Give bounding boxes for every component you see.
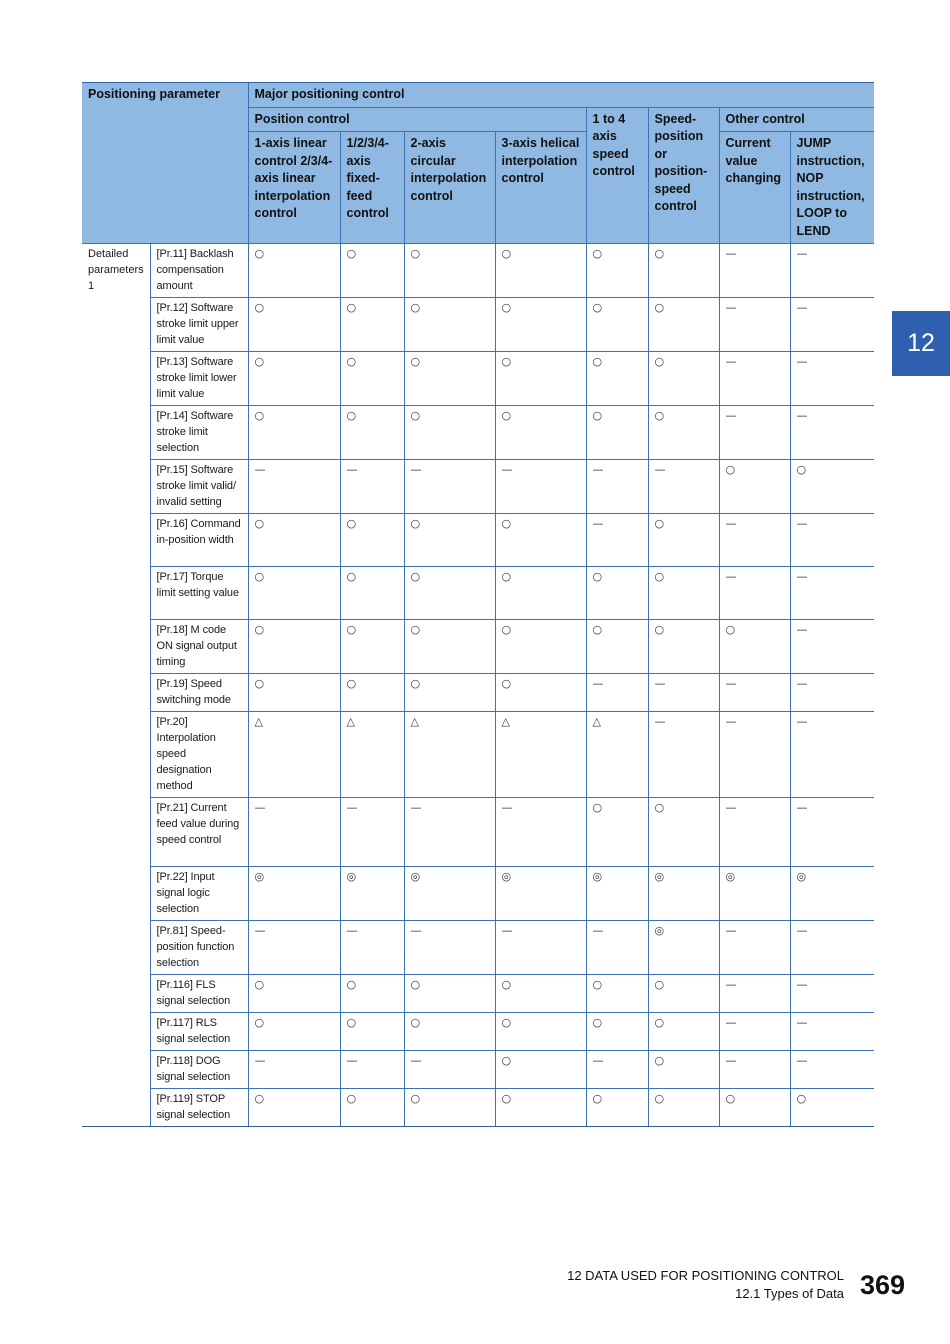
mark-cell: ○	[404, 620, 495, 674]
mark-cell: ○	[495, 620, 586, 674]
mark-cell: ○	[495, 352, 586, 406]
table-row	[82, 298, 874, 352]
parameter-name: [Pr.15] Software stroke limit valid/ invalid setting	[150, 460, 248, 514]
mark-cell: —	[248, 460, 340, 514]
table-row	[82, 567, 874, 620]
mark-cell: —	[719, 244, 790, 298]
mark-cell: ○	[648, 1051, 719, 1089]
mark-cell: —	[495, 798, 586, 867]
mark-cell: ○	[404, 514, 495, 567]
mark-cell: —	[790, 975, 874, 1013]
mark-cell: —	[719, 298, 790, 352]
page-number: 369	[860, 1270, 906, 1300]
parameter-name: [Pr.18] M code ON signal output timing	[150, 620, 248, 674]
header-circular-interpolation: 2-axis circular interpolation control	[404, 132, 495, 244]
table-body	[82, 244, 874, 1127]
table-row	[82, 975, 874, 1013]
mark-cell: ○	[404, 352, 495, 406]
parameter-name: [Pr.22] Input signal logic selection	[150, 867, 248, 921]
mark-cell: ○	[404, 975, 495, 1013]
mark-cell: —	[648, 460, 719, 514]
table-row	[82, 1013, 874, 1051]
mark-cell: —	[340, 921, 404, 975]
mark-cell: ○	[586, 567, 648, 620]
mark-cell: —	[586, 674, 648, 712]
mark-cell: ○	[340, 406, 404, 460]
mark-cell: △	[248, 712, 340, 798]
mark-cell: ○	[586, 352, 648, 406]
mark-cell: ○	[586, 244, 648, 298]
mark-cell: ○	[719, 460, 790, 514]
mark-cell: ○	[248, 514, 340, 567]
parameter-name: [Pr.118] DOG signal selection	[150, 1051, 248, 1089]
mark-cell: —	[719, 1013, 790, 1051]
mark-cell: —	[790, 798, 874, 867]
mark-cell: ◎	[495, 867, 586, 921]
table-row	[82, 867, 874, 921]
category-cell: Detailed parameters 1	[82, 244, 150, 1127]
mark-cell: —	[719, 975, 790, 1013]
mark-cell: ○	[340, 567, 404, 620]
mark-cell: ○	[248, 244, 340, 298]
parameter-name: [Pr.20] Interpolation speed designation method	[150, 712, 248, 798]
mark-cell: ○	[586, 1089, 648, 1127]
mark-cell: ○	[648, 352, 719, 406]
mark-cell: ○	[648, 514, 719, 567]
parameter-name: [Pr.13] Software stroke limit lower limit value	[150, 352, 248, 406]
mark-cell: —	[586, 460, 648, 514]
mark-cell: ○	[404, 244, 495, 298]
mark-cell: —	[648, 674, 719, 712]
mark-cell: △	[340, 712, 404, 798]
mark-cell: ○	[404, 406, 495, 460]
mark-cell: △	[586, 712, 648, 798]
mark-cell: —	[719, 406, 790, 460]
table-row	[82, 798, 874, 867]
table-row	[82, 406, 874, 460]
mark-cell: —	[719, 798, 790, 867]
parameter-name: [Pr.16] Command in-position width	[150, 514, 248, 567]
mark-cell: ○	[248, 567, 340, 620]
mark-cell: ○	[248, 1013, 340, 1051]
parameter-name: [Pr.81] Speed-position function selection	[150, 921, 248, 975]
mark-cell: ○	[340, 674, 404, 712]
mark-cell: ◎	[648, 867, 719, 921]
mark-cell: —	[648, 712, 719, 798]
footer-chapter-title: 12 DATA USED FOR POSITIONING CONTROL	[567, 1268, 844, 1283]
mark-cell: ◎	[790, 867, 874, 921]
mark-cell: —	[586, 1051, 648, 1089]
header-other-control: Other control	[719, 107, 874, 132]
mark-cell: —	[790, 620, 874, 674]
mark-cell: ○	[340, 975, 404, 1013]
mark-cell: —	[790, 674, 874, 712]
header-speed-control: 1 to 4 axis speed control	[586, 107, 648, 244]
mark-cell: ◎	[248, 867, 340, 921]
mark-cell: ○	[495, 244, 586, 298]
parameter-name: [Pr.17] Torque limit setting value	[150, 567, 248, 620]
table-row	[82, 1051, 874, 1089]
footer-section-title: 12.1 Types of Data	[735, 1286, 844, 1301]
mark-cell: ○	[340, 620, 404, 674]
mark-cell: —	[790, 567, 874, 620]
mark-cell: ○	[790, 460, 874, 514]
mark-cell: ○	[495, 975, 586, 1013]
mark-cell: ○	[340, 352, 404, 406]
mark-cell: ○	[586, 298, 648, 352]
table-row	[82, 921, 874, 975]
mark-cell: ○	[586, 975, 648, 1013]
mark-cell: ○	[719, 1089, 790, 1127]
mark-cell: —	[719, 712, 790, 798]
mark-cell: ○	[648, 975, 719, 1013]
mark-cell: —	[404, 1051, 495, 1089]
mark-cell: ○	[248, 352, 340, 406]
header-jump-instruction: JUMP instruction, NOP instruction, LOOP to LEND	[790, 132, 874, 244]
mark-cell: ○	[404, 567, 495, 620]
table-row	[82, 1089, 874, 1127]
mark-cell: ○	[586, 798, 648, 867]
mark-cell: —	[495, 460, 586, 514]
mark-cell: ○	[719, 620, 790, 674]
mark-cell: ○	[248, 674, 340, 712]
parameter-name: [Pr.116] FLS signal selection	[150, 975, 248, 1013]
mark-cell: ○	[495, 567, 586, 620]
mark-cell: ○	[248, 1089, 340, 1127]
parameter-name: [Pr.11] Backlash compensation amount	[150, 244, 248, 298]
mark-cell: —	[790, 1013, 874, 1051]
header-current-value-changing: Current value changing	[719, 132, 790, 244]
mark-cell: —	[790, 1051, 874, 1089]
table-row	[82, 712, 874, 798]
mark-cell: ○	[586, 406, 648, 460]
mark-cell: —	[790, 514, 874, 567]
mark-cell: —	[719, 921, 790, 975]
parameter-name: [Pr.117] RLS signal selection	[150, 1013, 248, 1051]
header-fixed-feed: 1/2/3/4-axis fixed-feed control	[340, 132, 404, 244]
table-row	[82, 514, 874, 567]
mark-cell: —	[586, 921, 648, 975]
table-row	[82, 352, 874, 406]
table-row	[82, 620, 874, 674]
mark-cell: ○	[340, 244, 404, 298]
header-1axis-linear: 1-axis linear control 2/3/4-axis linear interpolation control	[248, 132, 340, 244]
mark-cell: ○	[248, 620, 340, 674]
mark-cell: —	[248, 1051, 340, 1089]
mark-cell: ○	[648, 620, 719, 674]
table-row	[82, 460, 874, 514]
mark-cell: △	[495, 712, 586, 798]
header-speed-position-control: Speed-position or position-speed control	[648, 107, 719, 244]
mark-cell: —	[790, 298, 874, 352]
mark-cell: ○	[648, 1089, 719, 1127]
parameter-name: [Pr.12] Software stroke limit upper limit value	[150, 298, 248, 352]
parameter-name: [Pr.119] STOP signal selection	[150, 1089, 248, 1127]
header-position-control: Position control	[248, 107, 586, 132]
mark-cell: —	[719, 1051, 790, 1089]
mark-cell: ○	[586, 1013, 648, 1051]
mark-cell: —	[790, 406, 874, 460]
parameter-name: [Pr.21] Current feed value during speed control	[150, 798, 248, 867]
mark-cell: —	[719, 352, 790, 406]
mark-cell: ○	[404, 298, 495, 352]
mark-cell: ○	[248, 975, 340, 1013]
mark-cell: —	[719, 567, 790, 620]
mark-cell: ○	[495, 1013, 586, 1051]
mark-cell: —	[719, 514, 790, 567]
mark-cell: —	[248, 798, 340, 867]
header-major-positioning-control: Major positioning control	[248, 83, 874, 108]
mark-cell: ○	[648, 798, 719, 867]
mark-cell: ○	[495, 514, 586, 567]
chapter-tab: 12	[892, 311, 950, 376]
mark-cell: ○	[648, 298, 719, 352]
table-row	[82, 244, 874, 298]
mark-cell: —	[790, 244, 874, 298]
mark-cell: ○	[495, 298, 586, 352]
table-row	[82, 674, 874, 712]
mark-cell: —	[248, 921, 340, 975]
mark-cell: ○	[340, 1013, 404, 1051]
mark-cell: ○	[495, 1051, 586, 1089]
mark-cell: ○	[340, 1089, 404, 1127]
mark-cell: ◎	[404, 867, 495, 921]
positioning-parameter-table	[82, 82, 874, 1127]
mark-cell: ○	[648, 244, 719, 298]
mark-cell: —	[340, 460, 404, 514]
mark-cell: —	[404, 460, 495, 514]
header-positioning-parameter: Positioning parameter	[82, 83, 248, 244]
mark-cell: ○	[495, 406, 586, 460]
mark-cell: ◎	[719, 867, 790, 921]
parameter-name: [Pr.19] Speed switching mode	[150, 674, 248, 712]
mark-cell: ○	[340, 514, 404, 567]
mark-cell: —	[719, 674, 790, 712]
mark-cell: ○	[404, 674, 495, 712]
mark-cell: —	[790, 712, 874, 798]
mark-cell: ◎	[648, 921, 719, 975]
mark-cell: ○	[495, 1089, 586, 1127]
mark-cell: ○	[790, 1089, 874, 1127]
mark-cell: ○	[495, 674, 586, 712]
mark-cell: —	[404, 798, 495, 867]
parameter-name: [Pr.14] Software stroke limit selection	[150, 406, 248, 460]
mark-cell: —	[404, 921, 495, 975]
mark-cell: ○	[248, 298, 340, 352]
mark-cell: ○	[648, 567, 719, 620]
mark-cell: ○	[586, 620, 648, 674]
mark-cell: ○	[340, 298, 404, 352]
mark-cell: ○	[648, 1013, 719, 1051]
mark-cell: ○	[248, 406, 340, 460]
mark-cell: —	[586, 514, 648, 567]
mark-cell: ◎	[586, 867, 648, 921]
mark-cell: —	[790, 352, 874, 406]
mark-cell: —	[790, 921, 874, 975]
mark-cell: ○	[404, 1089, 495, 1127]
mark-cell: ◎	[340, 867, 404, 921]
mark-cell: —	[340, 1051, 404, 1089]
mark-cell: △	[404, 712, 495, 798]
mark-cell: ○	[404, 1013, 495, 1051]
mark-cell: —	[340, 798, 404, 867]
header-helical-interpolation: 3-axis helical interpolation control	[495, 132, 586, 244]
mark-cell: ○	[648, 406, 719, 460]
mark-cell: —	[495, 921, 586, 975]
